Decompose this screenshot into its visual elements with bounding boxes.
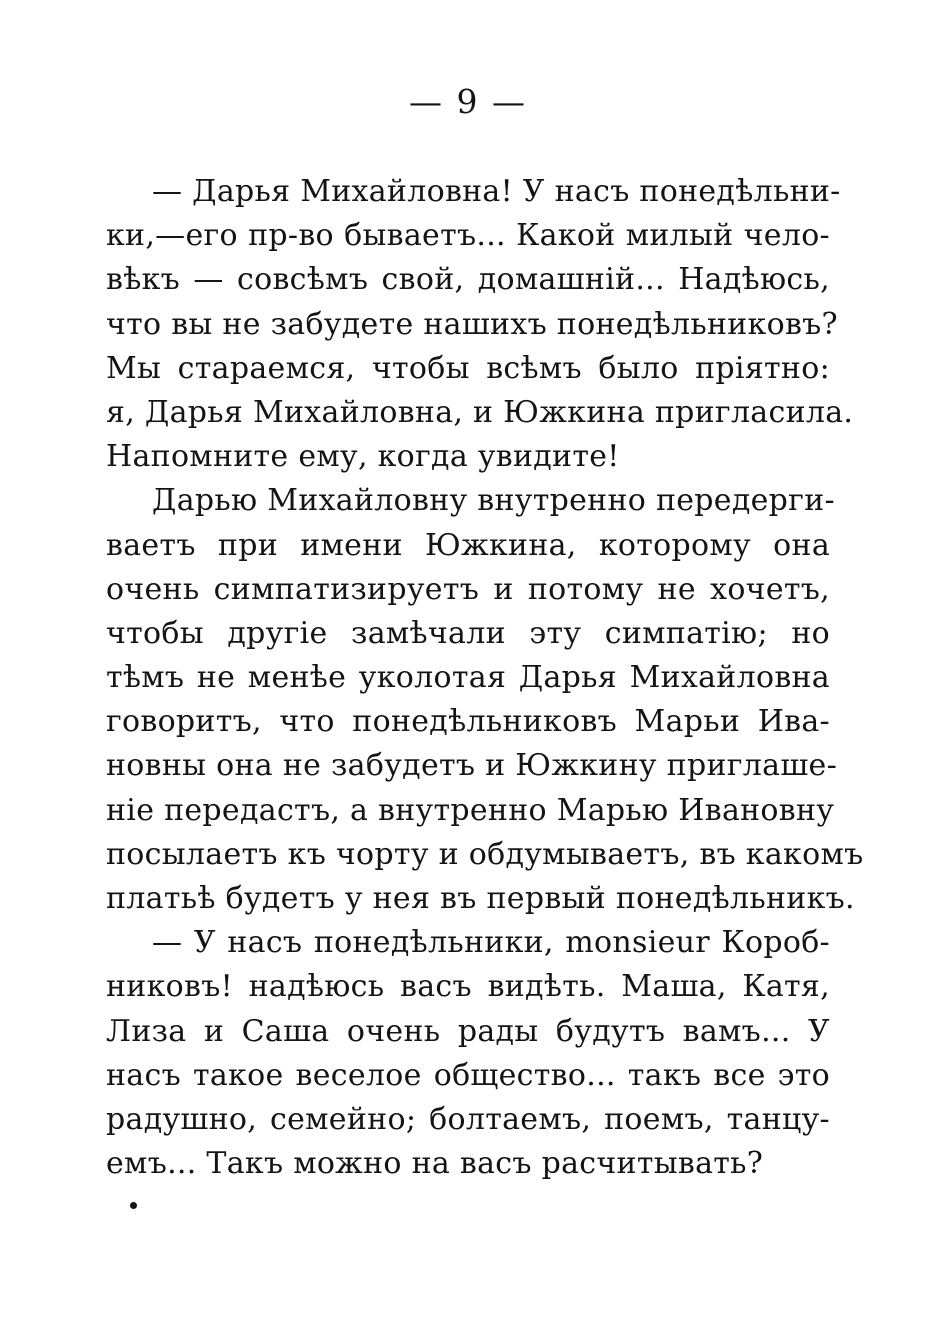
text-line: никовъ! надѣюсь васъ видѣть. Маша, Катя,	[106, 969, 830, 1005]
text-line: чтобы другіе замѣчали эту симпатію; но	[106, 615, 830, 651]
text-line: емъ... Такъ можно на васъ расчитывать?	[106, 1146, 764, 1182]
text-line: ніе передастъ, а внутренно Марью Ивановну	[106, 792, 835, 828]
text-line: посылаетъ къ чорту и обдумываетъ, въ какомъ	[106, 836, 864, 872]
text-line: Мы стараемся, чтобы всѣмъ было пріятно:	[106, 350, 830, 386]
text-line: — Дарья Михайловна! У насъ понедѣльни-	[152, 174, 841, 209]
text-line: ваетъ при имени Южкина, которому она	[106, 527, 830, 563]
text-line: радушно, семейно; болтаемъ, поемъ, танцу-	[106, 1101, 830, 1137]
paragraph-2	[106, 479, 864, 921]
text-line: вѣкъ — совсѣмъ свой, домашній... Надѣюсь,	[106, 262, 830, 298]
page-body	[106, 170, 864, 1186]
text-line: новны она не забудетъ и Южкину приглаше-	[106, 748, 838, 784]
text-line: — У насъ понедѣльники, monsieur Короб-	[152, 925, 830, 961]
text-line: Дарью Михайловну внутренно передерги-	[152, 483, 835, 519]
paragraph-1	[106, 170, 854, 479]
text-line: Лиза и Саша очень рады будутъ вамъ... У	[106, 1013, 830, 1049]
text-line: Напомните ему, когда увидите!	[106, 439, 620, 475]
text-line: что вы не забудете нашихъ понедѣльниковъ?	[106, 306, 838, 342]
text-line: ки,—его пр-во бываетъ... Какой милый чело-	[106, 218, 830, 254]
text-line: тѣмъ не менѣе уколотая Дарья Михайловна	[106, 660, 830, 696]
ink-speck	[130, 1202, 137, 1209]
page-number: — 9 —	[409, 82, 527, 121]
text-line: платьѣ будетъ у нея въ первый понедѣльникъ.	[106, 881, 855, 916]
paragraph-3	[106, 921, 830, 1186]
text-line: говоритъ, что понедѣльниковъ Марьи Ива-	[106, 704, 830, 740]
text-line: насъ такое веселое общество... такъ все это	[106, 1057, 830, 1093]
text-line: очень симпатизируетъ и потому не хочетъ,	[106, 571, 830, 607]
text-line: я, Дарья Михайловна, и Южкина пригласила.	[106, 394, 854, 430]
